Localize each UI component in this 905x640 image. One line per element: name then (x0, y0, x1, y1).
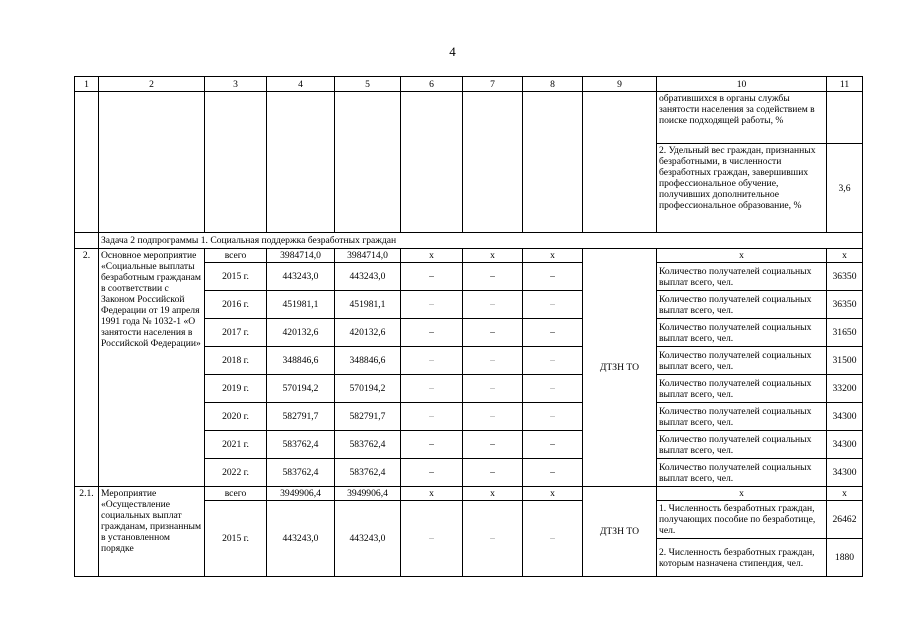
amount-cell: – (463, 263, 523, 291)
indicator-cell: х (657, 487, 827, 501)
task-title: Задача 2 подпрограммы 1. Социальная поддержка безработных граждан (99, 233, 863, 249)
indicator-cell: Количество получателей социальных выплат всего, чел. (657, 263, 827, 291)
amount-cell: – (463, 375, 523, 403)
amount-cell: – (463, 319, 523, 347)
amount-cell: – (401, 431, 463, 459)
amount-cell: – (401, 375, 463, 403)
indicator-value: 26462 (827, 501, 863, 539)
amount-cell: – (523, 459, 583, 487)
program-table (74, 76, 863, 577)
amount-cell: – (463, 403, 523, 431)
col-header-5: 5 (335, 77, 401, 92)
page-number: 4 (449, 44, 456, 59)
indicator-cell: обратившихся в органы службы занятости населения за содействием в поиске подходящей работы, % (657, 92, 827, 144)
amount-cell: 443243,0 (335, 501, 401, 577)
col-header-11: 11 (827, 77, 863, 92)
amount-cell: 451981,1 (335, 291, 401, 319)
amount-cell: – (463, 347, 523, 375)
amount-cell: – (523, 431, 583, 459)
indicator-cell: 1. Численность безработных граждан, получающих пособие по безработице, чел. (657, 501, 827, 539)
period-cell: 2015 г. (205, 263, 267, 291)
amount-cell: 420132,6 (335, 319, 401, 347)
measure-name: Мероприятие «Осуществление социальных выплат гражданам, признанным в установленном порядке (99, 487, 205, 577)
amount-cell: 582791,7 (267, 403, 335, 431)
indicator-cell: Количество получателей социальных выплат всего, чел. (657, 291, 827, 319)
amount-cell: – (523, 263, 583, 291)
table-row (75, 92, 863, 144)
period-cell: 2017 г. (205, 319, 267, 347)
indicator-value: 34300 (827, 459, 863, 487)
indicator-cell: Количество получателей социальных выплат всего, чел. (657, 431, 827, 459)
period-cell: всего (205, 487, 267, 501)
amount-cell: – (463, 431, 523, 459)
col-header-6: 6 (401, 77, 463, 92)
column-number-row (75, 77, 863, 92)
amount-cell: – (523, 403, 583, 431)
amount-cell: – (401, 459, 463, 487)
col-header-10: 10 (657, 77, 827, 92)
amount-cell: – (463, 501, 523, 577)
indicator-value: 33200 (827, 375, 863, 403)
col-header-4: 4 (267, 77, 335, 92)
period-cell: 2021 г. (205, 431, 267, 459)
amount-cell: 570194,2 (267, 375, 335, 403)
executor-cell: ДТЗН ТО (583, 249, 657, 487)
row-number: 2.1. (75, 487, 99, 577)
amount-cell: 583762,4 (267, 459, 335, 487)
col-header-2: 2 (99, 77, 205, 92)
indicator-cell: Количество получателей социальных выплат всего, чел. (657, 459, 827, 487)
amount-cell: – (523, 319, 583, 347)
amount-cell: – (523, 375, 583, 403)
amount-cell: – (523, 291, 583, 319)
indicator-value: х (827, 249, 863, 263)
indicator-value: 36350 (827, 263, 863, 291)
amount-cell: 583762,4 (335, 459, 401, 487)
indicator-cell: 2. Численность безработных граждан, которым назначена стипендия, чел. (657, 539, 827, 577)
period-cell: 2016 г. (205, 291, 267, 319)
amount-cell: – (523, 347, 583, 375)
col-header-1: 1 (75, 77, 99, 92)
amount-cell: 570194,2 (335, 375, 401, 403)
amount-cell: х (463, 487, 523, 501)
indicator-cell: Количество получателей социальных выплат всего, чел. (657, 403, 827, 431)
amount-cell: – (401, 319, 463, 347)
period-cell: 2019 г. (205, 375, 267, 403)
amount-cell: – (401, 347, 463, 375)
amount-cell: 348846,6 (335, 347, 401, 375)
col-header-7: 7 (463, 77, 523, 92)
amount-cell: 582791,7 (335, 403, 401, 431)
amount-cell: х (401, 487, 463, 501)
col-header-8: 8 (523, 77, 583, 92)
indicator-value: 34300 (827, 403, 863, 431)
amount-cell: х (401, 249, 463, 263)
period-cell: 2022 г. (205, 459, 267, 487)
amount-cell: х (523, 249, 583, 263)
amount-cell: 3949906,4 (267, 487, 335, 501)
period-cell: 2018 г. (205, 347, 267, 375)
amount-cell: – (401, 501, 463, 577)
period-cell: всего (205, 249, 267, 263)
indicator-value: 3,6 (827, 144, 863, 233)
indicator-value: 1880 (827, 539, 863, 577)
amount-cell: 583762,4 (335, 431, 401, 459)
amount-cell: 443243,0 (267, 263, 335, 291)
period-cell: 2020 г. (205, 403, 267, 431)
row-number: 2. (75, 249, 99, 487)
amount-cell: – (401, 403, 463, 431)
amount-cell: – (401, 291, 463, 319)
amount-cell: 583762,4 (267, 431, 335, 459)
amount-cell: 3984714,0 (267, 249, 335, 263)
col-header-9: 9 (583, 77, 657, 92)
amount-cell: х (523, 487, 583, 501)
amount-cell: 348846,6 (267, 347, 335, 375)
period-cell: 2015 г. (205, 501, 267, 577)
indicator-value: 36350 (827, 291, 863, 319)
indicator-cell: Количество получателей социальных выплат всего, чел. (657, 319, 827, 347)
amount-cell: х (463, 249, 523, 263)
table-row (75, 487, 863, 501)
amount-cell: – (463, 459, 523, 487)
indicator-cell: Количество получателей социальных выплат всего, чел. (657, 375, 827, 403)
executor-cell: ДТЗН ТО (583, 487, 657, 577)
amount-cell: 3984714,0 (335, 249, 401, 263)
amount-cell: 443243,0 (267, 501, 335, 577)
indicator-value: 34300 (827, 431, 863, 459)
indicator-value: 31500 (827, 347, 863, 375)
measure-name: Основное мероприятие «Социальные выплаты безработным гражданам в соответствии с Законом Российской Федерации от 19 апреля 1991 года № 1032-1 «О занятости населения в Российской Федерации» (99, 249, 205, 487)
table-row (75, 249, 863, 263)
amount-cell: 443243,0 (335, 263, 401, 291)
task-row (75, 233, 863, 249)
amount-cell: 3949906,4 (335, 487, 401, 501)
amount-cell: – (401, 263, 463, 291)
indicator-cell: х (657, 249, 827, 263)
indicator-cell: 2. Удельный вес граждан, признанных безработными, в численности безработных граждан, завершивших профессиональное обучение, получивших дополнительное профессиональное образование, % (657, 144, 827, 233)
amount-cell: – (463, 291, 523, 319)
amount-cell: 420132,6 (267, 319, 335, 347)
col-header-3: 3 (205, 77, 267, 92)
indicator-value: х (827, 487, 863, 501)
amount-cell: – (523, 501, 583, 577)
indicator-cell: Количество получателей социальных выплат всего, чел. (657, 347, 827, 375)
indicator-value: 31650 (827, 319, 863, 347)
amount-cell: 451981,1 (267, 291, 335, 319)
